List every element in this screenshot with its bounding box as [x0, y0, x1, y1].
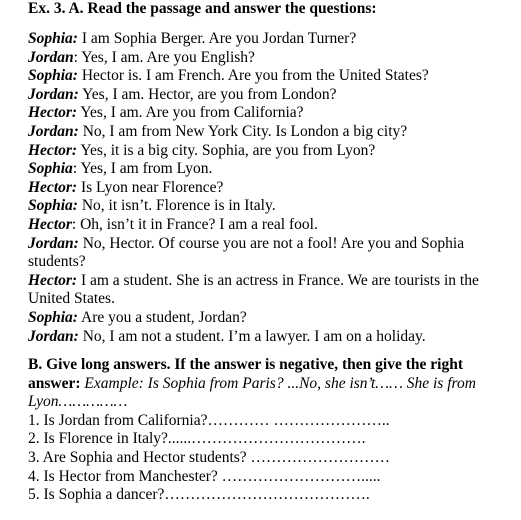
- question-list: [28, 412, 508, 505]
- dialog-text: Is Lyon near Florence?: [80, 178, 224, 196]
- dialog-line: [28, 49, 521, 68]
- dialog-text: Are you a student, Jordan?: [81, 308, 247, 326]
- speaker-colon: :: [72, 160, 78, 178]
- exercise-heading: Ex. 3. A. Read the passage and answer the questions:: [28, 0, 377, 17]
- dialog-line: [28, 197, 521, 216]
- dialog-line: [28, 142, 521, 161]
- dialog-line: [28, 309, 521, 328]
- section-b-title: B. Give long answers. If the answer is negative, then give the right answer:: [28, 356, 463, 392]
- question-item: 2. Is Florence in Italy?......…………………………….: [28, 430, 366, 448]
- dialog-line: [28, 123, 521, 142]
- dialog-text: No, I am from New York City. Is London a big city?: [82, 122, 408, 140]
- speaker-name: Jordan:: [28, 327, 79, 345]
- dialog-text: I am Sophia Berger. Are you Jordan Turner?: [81, 30, 357, 47]
- dialog-line: [28, 216, 521, 235]
- example-text: Example: Is Sophia from Paris? ...No, she isn’t…… She is from Lyon……………: [28, 374, 476, 411]
- speaker-colon: :: [71, 215, 77, 233]
- speaker-name: Hector: [28, 215, 72, 233]
- dialog-text: Yes, I am. Are you English?: [81, 48, 255, 66]
- question-item: 5. Is Sophia a dancer?………………………………….: [28, 486, 370, 504]
- question-item: 4. Is Hector from Manchester? ……………………….....: [28, 467, 381, 485]
- speaker-name: Hector:: [28, 271, 78, 289]
- dialog-line: [28, 160, 521, 179]
- dialog-text: No, I am not a student. I’m a lawyer. I am on a holiday.: [82, 327, 426, 345]
- dialog-text: Yes, it is a big city. Sophia, are you from Lyon?: [80, 141, 376, 159]
- section-b: [28, 356, 508, 505]
- dialog-passage: [28, 30, 521, 346]
- speaker-name: Sophia: [28, 160, 73, 178]
- speaker-name: Hector:: [28, 178, 78, 196]
- dialog-text: Oh, isn’t it in France? I am a real fool.: [80, 215, 318, 233]
- speaker-name: Jordan:: [28, 122, 79, 140]
- dialog-line: [28, 179, 521, 198]
- dialog-line: [28, 30, 521, 49]
- speaker-colon: :: [73, 48, 78, 66]
- speaker-name: Hector:: [28, 141, 78, 159]
- dialog-line: [28, 235, 508, 272]
- dialog-line: [28, 67, 521, 86]
- question-item: 3. Are Sophia and Hector students? ………………………: [28, 449, 391, 467]
- speaker-name: Jordan: [28, 48, 74, 66]
- dialog-line: [28, 328, 521, 347]
- speaker-name: Jordan:: [28, 85, 79, 103]
- dialog-text: No, Hector. Of course you are not a fool! Are you and Sophia students?: [28, 234, 465, 271]
- speaker-name: Sophia:: [28, 30, 78, 47]
- dialog-line: [28, 86, 521, 105]
- speaker-name: Sophia:: [28, 308, 78, 326]
- dialog-text: Hector is. I am French. Are you from the United States?: [81, 67, 429, 85]
- speaker-name: Sophia:: [28, 67, 78, 85]
- question-item: 1. Is Jordan from California?………… …………………..: [28, 411, 390, 429]
- speaker-name: Hector:: [28, 104, 78, 122]
- dialog-line: [28, 272, 508, 309]
- dialog-text: I am a student. She is an actress in France. We are tourists in the United States.: [28, 271, 479, 308]
- speaker-name: Sophia:: [28, 197, 78, 215]
- dialog-text: Yes, I am from Lyon.: [80, 160, 213, 178]
- speaker-name: Jordan:: [28, 234, 79, 252]
- dialog-line: [28, 104, 521, 123]
- dialog-text: No, it isn’t. Florence is in Italy.: [81, 197, 276, 215]
- dialog-text: Yes, I am. Hector, are you from London?: [82, 85, 337, 103]
- dialog-text: Yes, I am. Are you from California?: [80, 104, 304, 122]
